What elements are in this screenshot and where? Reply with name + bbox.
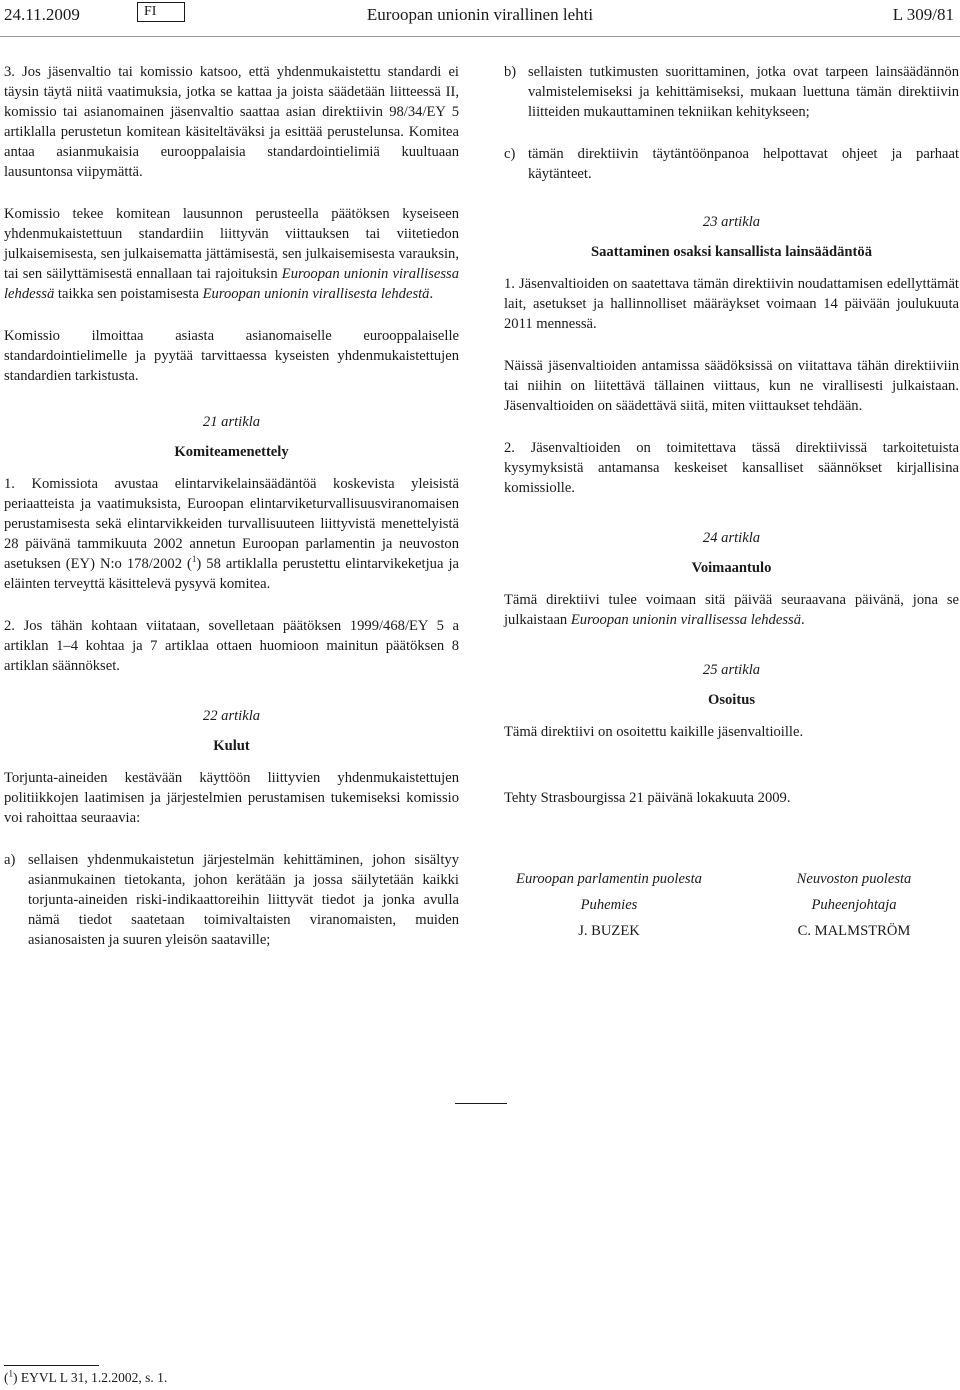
article-24-paragraph: Tämä direktiivi tulee voimaan sitä päivää seuraavana päivänä, jona se julkaistaan Euroopan unionin virallisessa lehdessä. <box>504 592 959 628</box>
left-column <box>4 62 459 972</box>
header-divider <box>0 36 960 37</box>
done-at: Tehty Strasbourgissa 21 päivänä lokakuuta 2009. <box>504 790 791 806</box>
right-column <box>504 62 959 944</box>
article-21-paragraph-2: 2. Jos tähän kohtaan viitataan, sovelletaan päätöksen 1999/468/EY 5 a artiklan 1–4 kohtaa ja 7 artiklaa ottaen huomioon mainitun päätöksen 8 artiklan säännökset. <box>4 618 459 674</box>
signatures <box>504 866 959 944</box>
article-25-title: Osoitus <box>707 692 756 708</box>
footnote: ($^1$) EYVL L 31, 1.2.2002, s. 1. <box>4 1368 168 1385</box>
footnote-ref: 1 <box>191 554 197 565</box>
article-23-number: 23 artikla <box>702 214 761 230</box>
article-23-paragraph-1: 1. Jäsenvaltioiden on saatettava tämän direktiivin noudattamisen edellyttämät lait, asetukset ja hallinnolliset määräykset voimaan 14 päivään joulukuuta 2011 mennessä. <box>504 276 959 332</box>
list-item-a: a) sellaisen yhdenmukaistetun järjestelmän kehittäminen, johon sisältyy asianmukainen tietokanta, johon kerätään ja jossa säilytetään kaikki torjunta-aineiden riski-indikaattoreihin liittyvät tiedot ja jonka avulla nämä tiedot saatetaan toimivaltaisten viranomaisten, muiden asianosaisten ja suuren yleisön saataville; <box>4 852 459 948</box>
signature-council: Neuvoston puolesta Puheenjohtaja C. MALMSTRÖM <box>796 871 912 939</box>
article-23-paragraph-3: 2. Jäsenvaltioiden on toimitettava tässä direktiivissä tarkoitetuista kysymyksistä antamansa keskeiset kansalliset säännökset kirjallisina komissiolle. <box>504 440 959 496</box>
article-23-paragraph-2: Näissä jäsenvaltioiden antamissa säädöksissä on viitattava tähän direktiiviin tai niihin on liitettävä tällainen viittaus, kun ne virallisesti julkaistaan. Jäsenvaltioiden on säädettävä siitä, miten viittaukset tehdään. <box>504 358 959 414</box>
article-25-number: 25 artikla <box>702 662 761 678</box>
language-code-box: FI <box>137 2 185 22</box>
journal-title: Euroopan unionin virallinen lehti <box>366 5 594 24</box>
list-item-c: c) tämän direktiivin täytäntöönpanoa helpottavat ohjeet ja parhaat käytänteet. <box>504 146 959 182</box>
page-header <box>0 2 960 28</box>
paragraph-3: 3. Jos jäsenvaltio tai komissio katsoo, että yhdenmukaistettu standardi ei täysin täytä niitä vaatimuksia, jotka se kattaa ja joista säädetään liitteessä II, komissio tai asianomainen jäsenvaltio saattaa asian direktiivin 98/34/EY 5 artiklalla perustetun komitean käsiteltäväksi ja esittää perustelunsa. Komitea antaa asianmukaisia eurooppalaisia standardointielimiä kuultuaan lausuntonsa viipymättä. <box>4 64 459 180</box>
page-reference: L 309/81 <box>892 5 954 24</box>
article-22-number: 22 artikla <box>202 708 261 724</box>
paragraph-commission-decision: Komissio tekee komitean lausunnon perusteella päätöksen kyseiseen yhdenmukaistettuun standardiin liittyvän viittauksen tai viitetiedon julkaisemisesta, sen julkaisematta jättämisestä, sen julkaisemisesta varauksin, tai sen säilyttämisestä ennallaan tai rajoituksin Euroopan unionin virallisessa lehdessä taikka sen poistamisesta Euroopan unionin virallisesta lehdestä. <box>4 206 459 302</box>
end-divider <box>455 1103 507 1104</box>
article-22-title: Kulut <box>213 738 250 754</box>
list-item-b: b) sellaisten tutkimusten suorittaminen, jotka ovat tarpeen lainsäädännön valmistelemiseksi ja kehittämiseksi, mukaan luettuna tämän direktiivin liitteiden mukauttaminen tekniikan kehitykseen; <box>504 64 959 120</box>
article-24-title: Voimaantulo <box>691 560 772 576</box>
article-21-title: Komiteamenettely <box>174 444 289 460</box>
article-23-title: Saattaminen osaksi kansallista lainsäädäntöä <box>590 244 872 260</box>
article-21-paragraph-1: 1. Komissiota avustaa elintarvikelainsäädäntöä koskevista yleisistä periaatteista ja vaatimuksista, Euroopan elintarviketurvallisuusviranomaisen perustamisesta sekä elintarvikkeiden turvallisuuteen liittyvistä menettelyistä 28 päivänä tammikuuta 2002 annetun Euroopan parlamentin ja neuvoston asetuksen (EY) N:o 178/2002 ($^1$) 58 artiklalla perustettu elintarvikeketjua ja eläinten terveyttä käsittelevä pysyvä komitea. <box>4 476 459 592</box>
article-21-number: 21 artikla <box>202 414 261 430</box>
paragraph-notify: Komissio ilmoittaa asiasta asianomaiselle eurooppalaiselle standardointielimelle ja pyytää tarvittaessa kyseisten yhdenmukaistettujen standardien tarkistusta. <box>4 328 459 384</box>
article-24-number: 24 artikla <box>702 530 761 546</box>
article-25-paragraph: Tämä direktiivi on osoitettu kaikille jäsenvaltioille. <box>504 724 804 740</box>
publication-date: 24.11.2009 <box>4 5 80 24</box>
article-22-paragraph: Torjunta-aineiden kestävään käyttöön liittyvien yhdenmukaistettujen politiikkojen laatimisen ja järjestelmien perustamisen tukemiseksi komissio voi rahoittaa seuraavia: <box>4 770 459 826</box>
signature-parliament: Euroopan parlamentin puolesta Puhemies J. BUZEK <box>516 871 702 939</box>
footnote-divider <box>4 1365 99 1366</box>
